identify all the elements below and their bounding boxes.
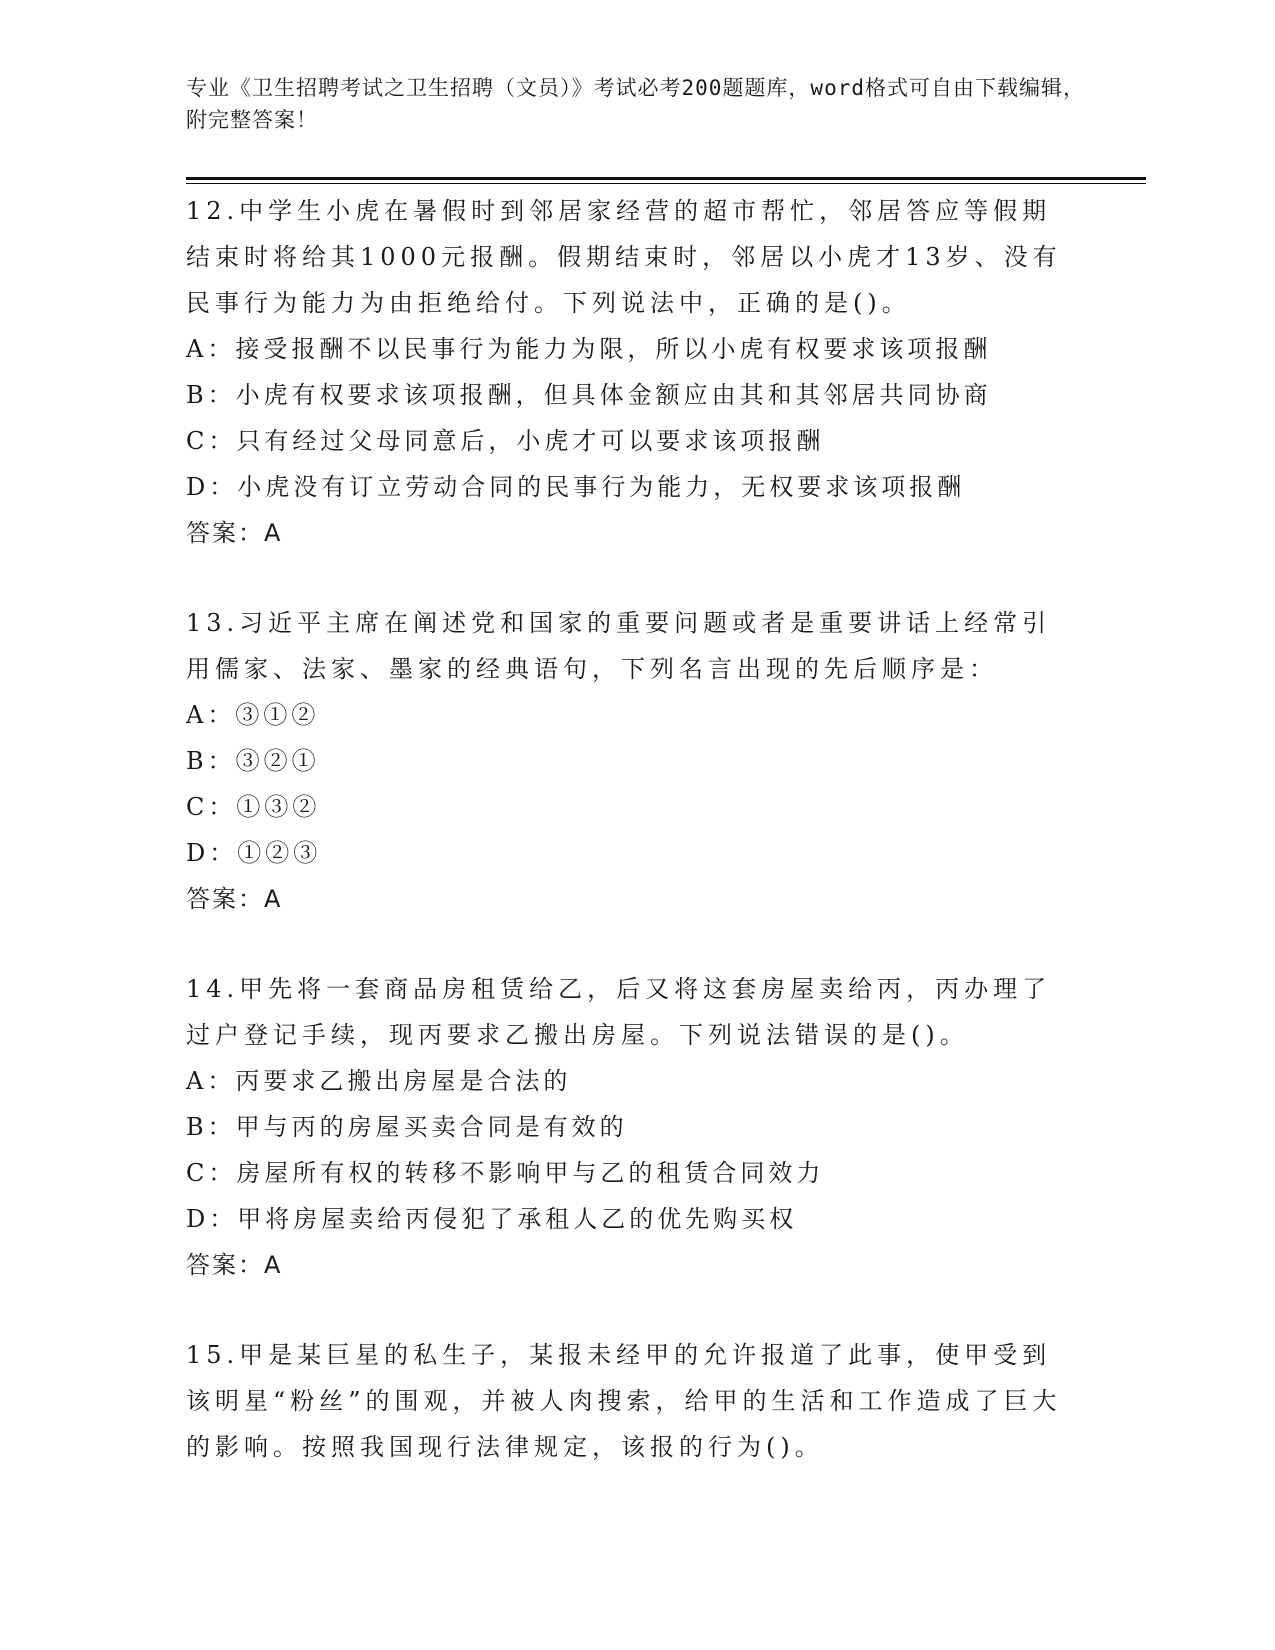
option-a: A：丙要求乙搬出房屋是合法的	[186, 1067, 572, 1095]
question-13	[186, 600, 1066, 922]
question-stem: 14.甲先将一套商品房租赁给乙，后又将这套房屋卖给丙，丙办理了过户登记手续，现丙要求乙搬出房屋。下列说法错误的是()。	[186, 975, 1052, 1049]
question-15	[186, 1332, 1066, 1470]
option-c: C：只有经过父母同意后，小虎才可以要求该项报酬	[186, 427, 825, 455]
answer-line: 答案：A	[186, 885, 283, 913]
header-divider-thick	[186, 177, 1146, 180]
document-header: 专业《卫生招聘考试之卫生招聘（文员）》考试必考200题题库，word格式可自由下载编辑，附完整答案！	[186, 76, 1085, 132]
option-a: A：接受报酬不以民事行为能力为限，所以小虎有权要求该项报酬	[186, 335, 992, 363]
option-d: D：①②③	[186, 839, 322, 867]
answer-line: 答案：A	[186, 1251, 283, 1279]
option-c: C：房屋所有权的转移不影响甲与乙的租赁合同效力	[186, 1159, 825, 1187]
header-divider-thin	[186, 183, 1146, 184]
answer-line: 答案：A	[186, 519, 283, 547]
question-stem: 15.甲是某巨星的私生子，某报未经甲的允许报道了此事，使甲受到该明星“粉丝”的围观，并被人肉搜索，给甲的生活和工作造成了巨大的影响。按照我国现行法律规定，该报的行为()。	[186, 1341, 1062, 1461]
question-14	[186, 966, 1066, 1288]
option-c: C：①③②	[186, 793, 321, 821]
question-list	[186, 188, 1066, 1514]
question-stem: 13.习近平主席在阐述党和国家的重要问题或者是重要讲话上经常引用儒家、法家、墨家的经典语句，下列名言出现的先后顺序是：	[186, 609, 1052, 683]
option-b: B：小虎有权要求该项报酬，但具体金额应由其和其邻居共同协商	[186, 381, 992, 409]
option-a: A：③①②	[186, 701, 320, 729]
option-b: B：③②①	[186, 747, 320, 775]
question-12	[186, 188, 1066, 556]
option-d: D：小虎没有订立劳动合同的民事行为能力，无权要求该项报酬	[186, 473, 966, 501]
option-d: D：甲将房屋卖给丙侵犯了承租人乙的优先购买权	[186, 1205, 798, 1233]
question-stem: 12.中学生小虎在暑假时到邻居家经营的超市帮忙，邻居答应等假期结束时将给其1000元报酬。假期结束时，邻居以小虎才13岁、没有民事行为能力为由拒绝给付。下列说法中，正确的是()。	[186, 197, 1062, 317]
option-b: B：甲与丙的房屋买卖合同是有效的	[186, 1113, 628, 1141]
